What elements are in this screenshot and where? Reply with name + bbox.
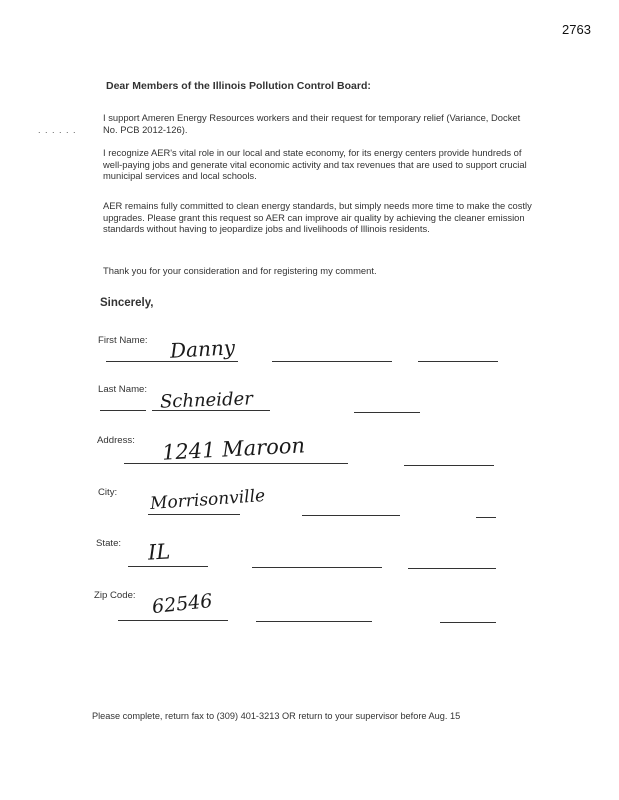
footer-instructions: Please complete, return fax to (309) 401-3213 OR return to your supervisor before Aug. 15: [92, 711, 461, 721]
first-name-value: Danny: [169, 335, 236, 363]
last-name-line-3: [354, 412, 420, 413]
address-line-2: [404, 465, 494, 466]
paragraph-economy: I recognize AER's vital role in our local and state economy, for its energy centers provide hundreds of well-paying jobs and generate vital economic activity and tax revenues that are used to support crucial municipal services and local schools.: [103, 147, 527, 181]
city-line: [148, 514, 240, 515]
paragraph-thanks: Thank you for your consideration and for registering my comment.: [103, 265, 377, 276]
last-name-value: Schneider: [159, 388, 254, 413]
address-label: Address:: [97, 435, 135, 446]
closing: Sincerely,: [100, 297, 154, 309]
state-line: [128, 566, 208, 567]
first-name-line-3: [418, 361, 498, 362]
address-value: 1241 Maroon: [161, 433, 306, 465]
state-line-3: [408, 568, 496, 569]
paragraph-standards: AER remains fully committed to clean energy standards, but simply needs more time to make the costly upgrades. Please grant this request so AER can improve air quality by achieving the cleaner emission standards without having to jeopardize jobs and livelihoods of Illinois residents.: [103, 200, 532, 234]
first-name-line-2: [272, 361, 392, 362]
zip-label: Zip Code:: [94, 590, 136, 601]
page-number: 2763: [562, 22, 591, 37]
zip-value: 62546: [151, 589, 214, 619]
state-label: State:: [96, 538, 122, 549]
first-name-label: First Name:: [98, 335, 148, 346]
last-name-line: [100, 410, 146, 411]
salutation: Dear Members of the Illinois Pollution Control Board:: [106, 80, 371, 92]
address-line: [124, 463, 348, 464]
last-name-label: Last Name:: [98, 384, 148, 395]
city-line-3: [476, 517, 496, 518]
zip-line: [118, 620, 228, 621]
city-label: City:: [98, 487, 118, 498]
state-value: IL: [147, 539, 171, 565]
city-line-2: [302, 515, 400, 516]
margin-dots: . . . . . .: [38, 125, 77, 135]
city-value: Morrisonville: [149, 486, 266, 514]
zip-line-3: [440, 622, 496, 623]
state-line-2: [252, 567, 382, 568]
paragraph-support: I support Ameren Energy Resources workers and their request for temporary relief (Variance, Docket No. PCB 2012-126).: [103, 112, 521, 135]
zip-line-2: [256, 621, 372, 622]
